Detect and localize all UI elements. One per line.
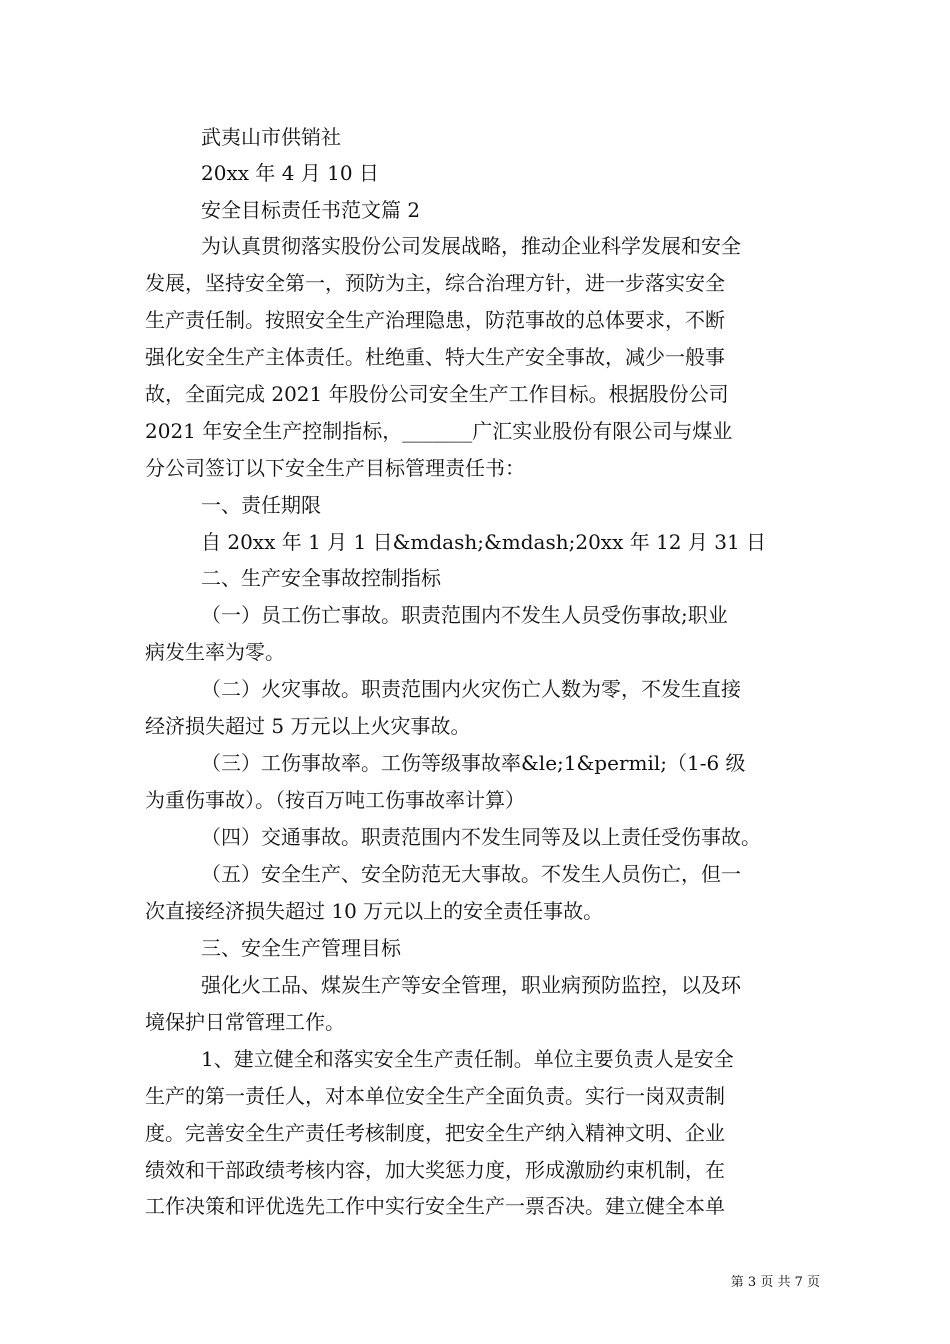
document-line: 安全目标责任书范文篇 2 (201, 198, 421, 222)
document-line: 武夷山市供销社 (201, 125, 341, 149)
document-line: 20xx 年 4 月 10 日 (201, 161, 379, 185)
document-line: 1、建立健全和落实安全生产责任制。单位主要负责人是安全 (201, 1047, 734, 1071)
document-line: 次直接经济损失超过 10 万元以上的安全责任事故。 (145, 899, 604, 923)
document-line: 分公司签订以下安全生产目标管理责任书： (145, 456, 525, 480)
document-line: （二）火灾事故。职责范围内火灾伤亡人数为零，不发生直接 (201, 677, 741, 701)
document-line: 自 20xx 年 1 月 1 日&mdash;&mdash;20xx 年 12 月 31 日 (201, 530, 767, 554)
document-line: 病发生率为零。 (145, 640, 285, 664)
section-heading: 二、生产安全事故控制指标 (201, 566, 441, 590)
document-line: 为认真贯彻落实股份公司发展战略，推动企业科学发展和安全 (201, 234, 741, 258)
document-line: （一）员工伤亡事故。职责范围内不发生人员受伤事故;职业 (201, 603, 728, 627)
document-line: （五）安全生产、安全防范无大事故。不发生人员伤亡，但一 (201, 862, 741, 886)
document-line: 为重伤事故）。（按百万吨工伤事故率计算） (145, 788, 525, 812)
section-heading: 一、责任期限 (201, 493, 321, 517)
document-line: 工作决策和评优选先工作中实行安全生产一票否决。建立健全本单 (145, 1194, 725, 1218)
document-line: 生产责任制。按照安全生产治理隐患，防范事故的总体要求，不断 (145, 308, 725, 332)
document-line: 经济损失超过 5 万元以上火灾事故。 (145, 714, 471, 738)
page-indicator: 第 3 页 共 7 页 (730, 1275, 820, 1290)
document-line: 境保护日常管理工作。 (145, 1010, 345, 1034)
document-line: 绩效和干部政绩考核内容，加大奖惩力度，形成激励约束机制，在 (145, 1158, 725, 1182)
document-line: 强化火工品、煤炭生产等安全管理，职业病预防监控，以及环 (201, 973, 741, 997)
document-line: 强化安全生产主体责任。杜绝重、特大生产安全事故，减少一般事 (145, 345, 725, 369)
document-line: 度。完善安全生产责任考核制度，把安全生产纳入精神文明、企业 (145, 1121, 725, 1145)
document-line: （三）工伤事故率。工伤等级事故率&le;1&permil;（1-6 级 (201, 751, 746, 775)
document-line: 故，全面完成 2021 年股份公司安全生产工作目标。根据股份公司 (145, 382, 729, 406)
document-line: 发展，坚持安全第一，预防为主，综合治理方针，进一步落实安全 (145, 271, 725, 295)
document-line: （四）交通事故。职责范围内不发生同等及以上责任受伤事故。 (201, 825, 761, 849)
document-line: 生产的第一责任人，对本单位安全生产全面负责。实行一岗双责制 (145, 1084, 725, 1108)
section-heading: 三、安全生产管理目标 (201, 936, 401, 960)
document-line: 2021 年安全生产控制指标，_______广汇实业股份有限公司与煤业 (145, 419, 733, 443)
